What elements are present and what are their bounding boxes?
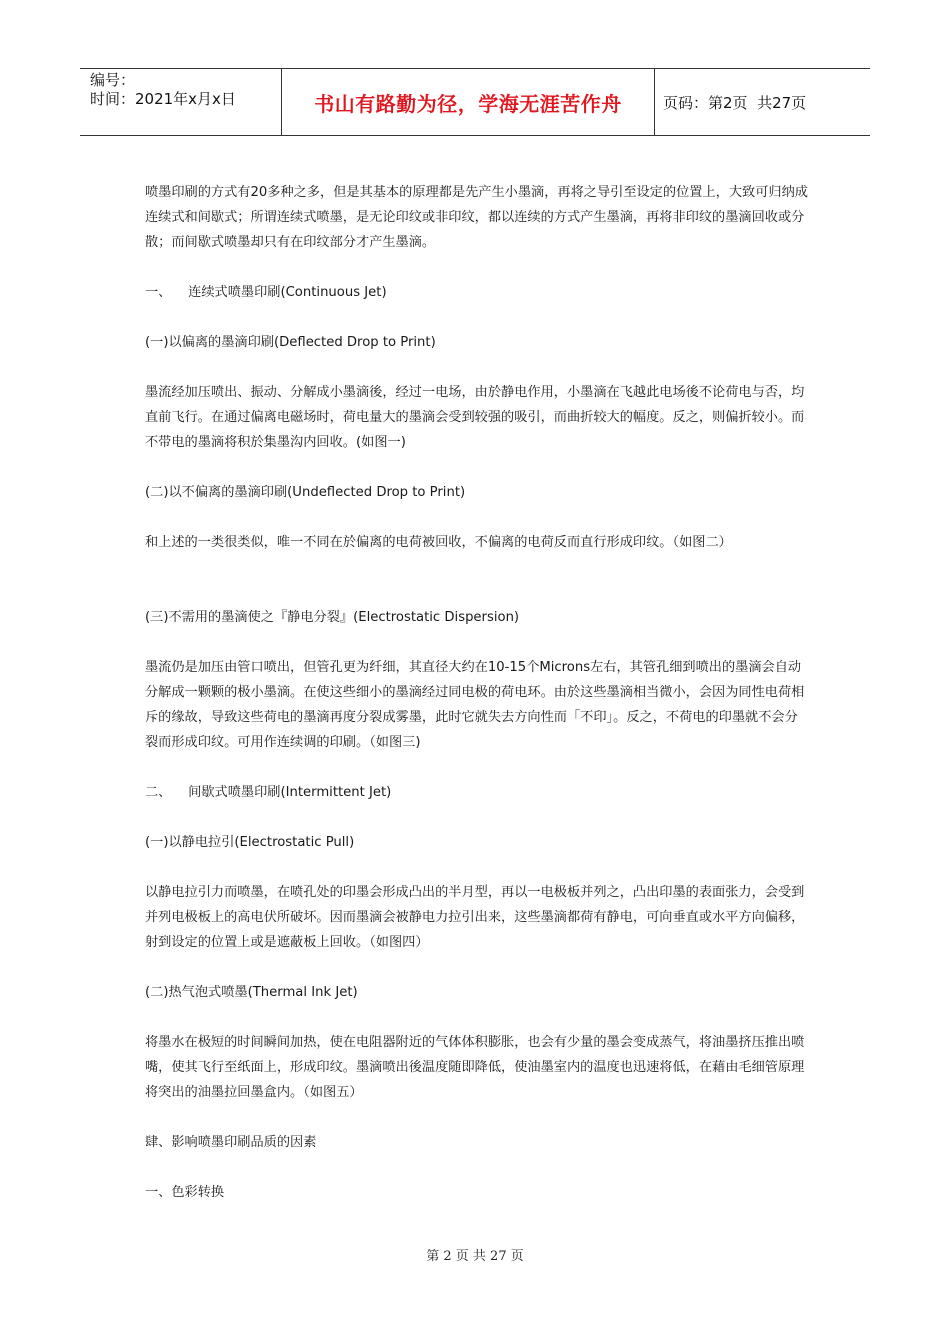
paragraph-undeflected: 和上述的一类很类似，唯一不同在於偏离的电荷被回收，不偏离的电荷反而直行形成印纹。（如图二） [145,535,732,550]
time-label: 时间：2021年x月x日 [90,90,236,108]
page-label: 页码：第2页 共27页 [663,93,807,112]
number-label: 编号： [90,71,136,89]
footer-page-number: 第 2 页 共 27 页 [426,1249,524,1264]
header-info [80,69,282,135]
paragraph-intro: 喷墨印刷的方式有20多种之多，但是其基本的原理都是先产生小墨滴，再将之导引至设定的位置上，大致可归纳成连续式和间歇式；所谓连续式喷墨，是无论印纹或非印纹，都以连续的方式产生墨滴，再将非印纹的墨滴回收或分散；而间歇式喷墨却只有在印纹部分才产生墨滴。 [145,185,808,250]
page-footer [0,1245,950,1264]
paragraph-dispersion: 墨流仍是加压由管口喷出，但管孔更为纤细，其直径大约在10-15个Microns左右，其管孔细到喷出的墨滴会自动分解成一颗颗的极小墨滴。在使这些细小的墨滴经过同电极的荷电环。由於这些墨滴相当微小，会因为同性电荷相斥的缘故，导致这些荷电的墨滴再度分裂成雾墨，此时它就失去方向性而「不印」。反之，不荷电的印墨就不会分裂而形成印纹。可用作连续调的印刷。（如图三) [145,660,805,750]
section-heading-continuous: 一、 连续式喷墨印刷(Continuous Jet) [145,285,387,300]
subheading-electrostatic-pull: (一)以静电拉引(Electrostatic Pull) [145,835,355,850]
paragraph-thermal: 将墨水在极短的时间瞬间加热，使在电阻器附近的气体体积膨胀，也会有少量的墨会变成蒸气，将油墨挤压推出喷嘴，使其飞行至纸面上，形成印纹。墨滴喷出後温度随即降低，使油墨室内的温度也迅速将低，在藉由毛细管原理将突出的油墨拉回墨盒内。（如图五） [145,1035,805,1100]
subheading-thermal: (二)热气泡式喷墨(Thermal Ink Jet) [145,985,358,1000]
paragraph-electrostatic-pull: 以静电拉引力而喷墨，在喷孔处的印墨会形成凸出的半月型，再以一电极板并列之，凸出印墨的表面张力，会受到并列电极板上的高电伏所破坏。因而墨滴会被静电力拉引出来，这些墨滴都荷有静电，可向垂直或水平方向偏移，射到设定的位置上或是遮蔽板上回收。（如图四） [145,885,805,950]
paragraph-deflected: 墨流经加压喷出、振动、分解成小墨滴後，经过一电场，由於静电作用，小墨滴在飞越此电场後不论荷电与否，均直前飞行。在通过偏离电磁场时，荷电量大的墨滴会受到较强的吸引，而曲折较大的幅度。反之，则偏折较小。而不带电的墨滴将积於集墨沟内回收。(如图一) [145,385,805,450]
header-motto: 书山有路勤为径，学海无涯苦作舟 [282,69,655,135]
subheading-deflected: (一)以偏离的墨滴印刷(Deflected Drop to Print) [145,335,436,350]
page-header [80,68,870,136]
section-heading-quality: 肆、影响喷墨印刷品质的因素 [145,1135,317,1150]
document-body [145,180,810,1205]
subheading-color-conversion: 一、色彩转换 [145,1185,225,1200]
header-page-info [655,69,870,135]
subheading-undeflected: (二)以不偏离的墨滴印刷(Undeflected Drop to Print) [145,485,466,500]
subheading-dispersion: (三)不需用的墨滴使之『静电分裂』(Electrostatic Dispersion) [145,610,520,625]
section-heading-intermittent: 二、 间歇式喷墨印刷(Intermittent Jet) [145,785,392,800]
